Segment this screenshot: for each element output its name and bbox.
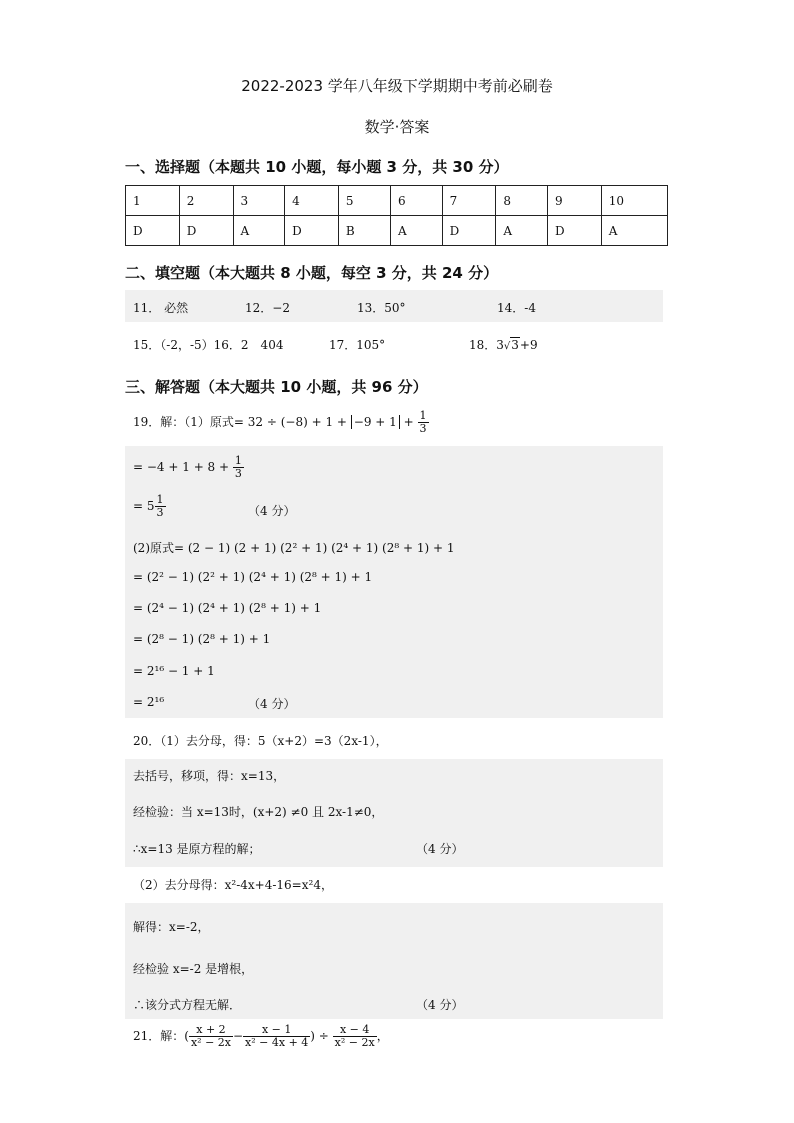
q19-line-1 [133, 410, 429, 435]
absolute-value: −9 + 1 [351, 415, 400, 429]
table-cell: 7 [442, 186, 496, 216]
text-part: 21．解：( [133, 1029, 189, 1043]
q21-line-1 [133, 1024, 389, 1049]
q20-score-1: （4 分） [416, 842, 464, 856]
table-cell: 9 [548, 186, 602, 216]
fraction [333, 1024, 377, 1049]
q20-line-3: 经检验：当 x=13时，(x+2) ≠0 且 2x-1≠0， [133, 805, 384, 819]
q19-line-7: = (2⁸ − 1) (2⁸ + 1) + 1 [133, 632, 271, 646]
fraction [155, 494, 166, 519]
table-cell: B [338, 216, 390, 246]
fill-answer-13: 13．50° [357, 301, 406, 315]
numerator: x − 4 [333, 1024, 377, 1037]
fill-answer-12: 12．−2 [245, 301, 290, 315]
numerator: x + 2 [189, 1024, 233, 1037]
q20-line-8: ∴该分式方程无解． [133, 998, 242, 1012]
q20-line-6: 解得：x=-2， [133, 920, 210, 934]
denominator: 3 [419, 422, 427, 435]
table-cell: D [548, 216, 602, 246]
numerator: 1 [419, 409, 427, 422]
denominator: x² − 4x + 4 [245, 1036, 309, 1049]
table-row [126, 186, 668, 216]
denominator: 3 [234, 467, 242, 480]
section-heading-solve: 三、解答题（本大题共 10 小题，共 96 分） [125, 378, 428, 396]
table-cell: D [442, 216, 496, 246]
numerator: 1 [234, 454, 242, 467]
table-row [126, 216, 668, 246]
table-cell: 4 [285, 186, 339, 216]
table-cell: D [285, 216, 339, 246]
text-part: = 5 [133, 499, 155, 513]
q20-line-1: 20．（1）去分母，得：5（x+2）=3（2x-1）， [133, 734, 388, 748]
q19-line-6: = (2⁴ − 1) (2⁴ + 1) (2⁸ + 1) + 1 [133, 601, 322, 615]
numerator: 1 [156, 493, 164, 506]
denominator: x² − 2x [190, 1036, 231, 1049]
q19-line-3 [133, 494, 166, 519]
q20-score-2: （4 分） [416, 998, 464, 1012]
sqrt-radicand: 3 [511, 338, 519, 352]
q19-line-9: = 2¹⁶ [133, 695, 165, 709]
table-cell: 3 [233, 186, 285, 216]
denominator: 3 [156, 506, 164, 519]
table-cell: 10 [601, 186, 667, 216]
text-part: 18．3 [469, 338, 504, 352]
table-cell: A [601, 216, 667, 246]
q19-line-4: (2)原式= (2 − 1) (2 + 1) (2² + 1) (2⁴ + 1) (2⁸ + 1) + 1 [133, 541, 455, 555]
q20-line-5: （2）去分母得：x²-4x+4-16=x²4， [133, 878, 333, 892]
denominator: x² − 2x [334, 1036, 375, 1049]
fill-answer-17: 17．105° [329, 338, 386, 352]
q19-score-2: （4 分） [248, 697, 296, 711]
fill-answer-11: 11． 必然 [133, 301, 189, 315]
table-cell: 5 [338, 186, 390, 216]
page-subtitle: 数学·答案 [364, 118, 430, 136]
numerator: x − 1 [243, 1024, 310, 1037]
q19-score-1: （4 分） [248, 504, 296, 518]
table-cell: 6 [390, 186, 442, 216]
q19-line-8: = 2¹⁶ − 1 + 1 [133, 664, 215, 678]
fill-answer-15-16: 15．（-2，-5）16．2 404 [133, 338, 284, 352]
table-cell: A [496, 216, 548, 246]
table-cell: A [390, 216, 442, 246]
table-cell: A [233, 216, 285, 246]
text-part: +9 [519, 338, 538, 352]
table-cell: D [126, 216, 180, 246]
table-cell: 2 [179, 186, 233, 216]
table-cell: 1 [126, 186, 180, 216]
text-part: ) ÷ [310, 1029, 333, 1043]
fraction [233, 455, 244, 480]
q19-line-5: = (2² − 1) (2² + 1) (2⁴ + 1) (2⁸ + 1) + 1 [133, 570, 373, 584]
fraction [418, 410, 429, 435]
text-part: 19．解：（1）原式= 32 ÷ (−8) + 1 + [133, 415, 351, 429]
section-heading-choice: 一、选择题（本题共 10 小题，每小题 3 分，共 30 分） [125, 158, 509, 176]
text-part: − [232, 1029, 244, 1043]
q20-line-4: ∴x=13 是原方程的解； [133, 842, 261, 856]
fraction [189, 1024, 233, 1049]
section-heading-fill: 二、填空题（本大题共 8 小题，每空 3 分，共 24 分） [125, 264, 499, 282]
table-cell: D [179, 216, 233, 246]
table-cell: 8 [496, 186, 548, 216]
text-part: = −4 + 1 + 8 + [133, 460, 233, 474]
q20-line-7: 经检验 x=-2 是增根， [133, 962, 254, 976]
q20-line-2: 去括号，移项，得：x=13， [133, 769, 286, 783]
fill-answer-18: 18．3√3+9 [469, 338, 538, 352]
text-part: + [399, 415, 418, 429]
page-title: 2022-2023 学年八年级下学期期中考前必刷卷 [241, 77, 553, 95]
answer-table [125, 185, 668, 246]
q19-line-2 [133, 455, 244, 480]
fill-answer-14: 14．-4 [497, 301, 536, 315]
fraction [243, 1024, 310, 1049]
text-part: ， [376, 1029, 389, 1043]
